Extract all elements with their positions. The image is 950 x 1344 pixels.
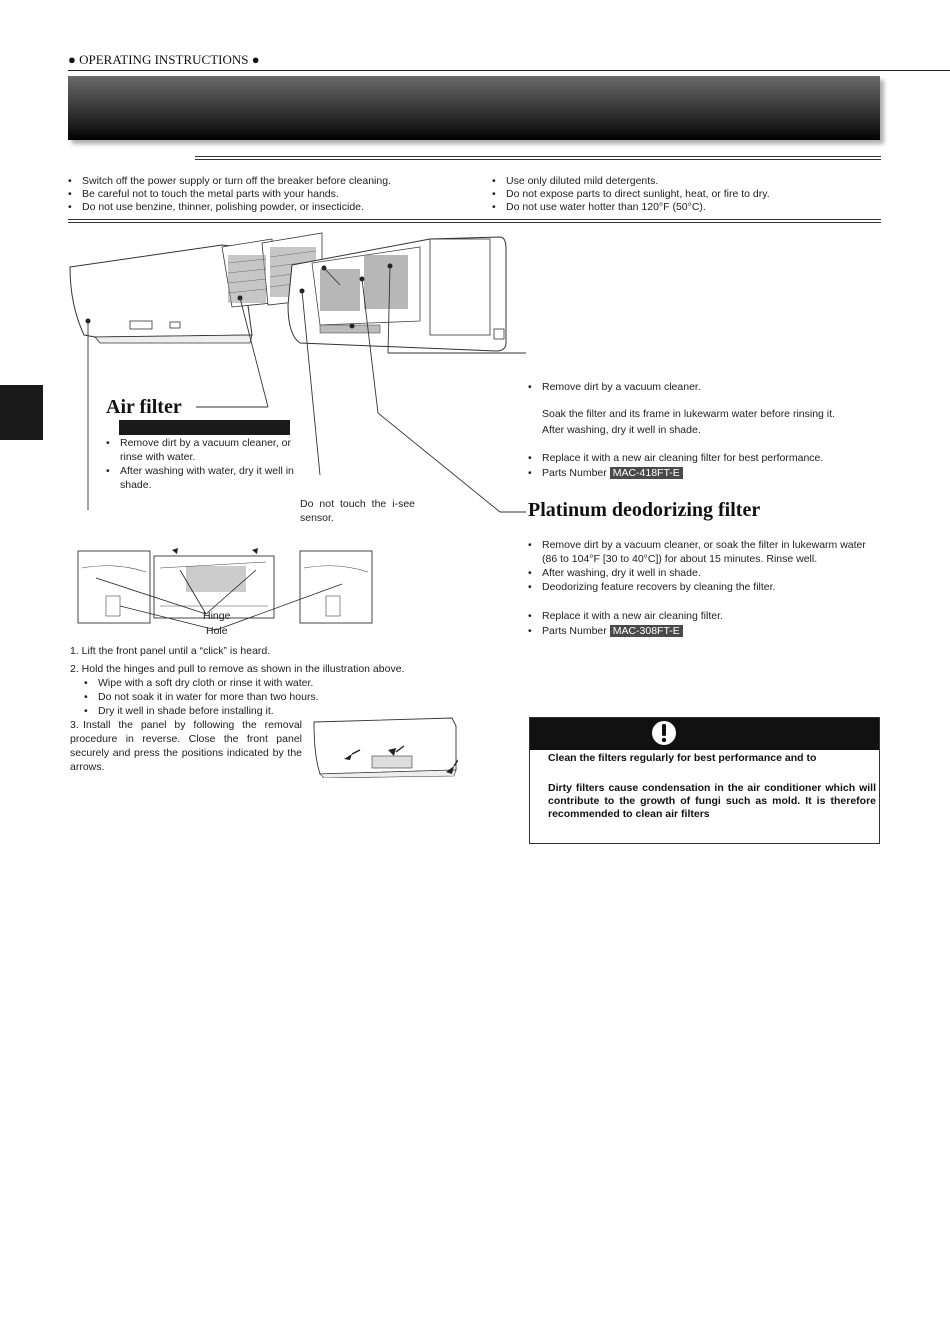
list-item: • Deodorizing feature recovers by cleaning the filter. bbox=[528, 580, 882, 594]
parts-label: Parts Number bbox=[542, 625, 607, 637]
hole-label: Hole bbox=[206, 625, 228, 637]
list-item: • Use only diluted mild detergents. bbox=[492, 175, 882, 188]
platinum-filter-replace-list bbox=[528, 609, 888, 639]
list-item: • After washing with water, dry it well in shade. bbox=[106, 464, 306, 492]
caution-header bbox=[530, 718, 879, 750]
list-item: • After washing, dry it well in shade. bbox=[528, 566, 882, 580]
list-item: • Do not use water hotter than 120°F (50°C). bbox=[492, 201, 882, 214]
list-item bbox=[528, 465, 888, 481]
caution-paragraph-1: Clean the filters regularly for best performance and to bbox=[548, 752, 817, 764]
step-1: 1. Lift the front panel until a “click” is heard. bbox=[70, 645, 271, 657]
step-3-text: Install the panel by following the removal procedure in reverse. Close the front panel securely and press the positions indicated by the arrows. bbox=[70, 719, 302, 773]
precautions-left-list bbox=[68, 175, 488, 214]
list-item: • Do not expose parts to direct sunlight, heat, or fire to dry. bbox=[492, 188, 882, 201]
list-item: • Do not use benzine, thinner, polishing powder, or insecticide. bbox=[68, 201, 488, 214]
precaution-bottom-rule bbox=[68, 219, 881, 220]
list-item bbox=[528, 623, 888, 639]
parts-label: Parts Number bbox=[542, 467, 607, 479]
step-3 bbox=[70, 718, 302, 774]
header-rule bbox=[68, 70, 950, 71]
step-2: 2. Hold the hinges and pull to remove as shown in the illustration above. bbox=[70, 663, 405, 675]
air-filter-title: Air filter bbox=[106, 396, 182, 418]
list-item: • Be careful not to touch the metal parts with your hands. bbox=[68, 188, 488, 201]
precautions-right-list bbox=[492, 175, 882, 214]
precaution-top-rule-2 bbox=[195, 159, 881, 160]
exclamation-icon bbox=[530, 718, 881, 750]
list-item: • Wipe with a soft dry cloth or rinse it with water. bbox=[84, 676, 500, 690]
section-label: ● OPERATING INSTRUCTIONS ● bbox=[68, 52, 260, 67]
parts-number-badge: MAC-418FT-E bbox=[610, 467, 683, 479]
cleaning-filter-list bbox=[528, 380, 888, 394]
precaution-top-rule bbox=[195, 156, 881, 157]
title-band bbox=[68, 76, 880, 140]
cleaning-filter-replace-list bbox=[528, 451, 888, 481]
air-filter-list bbox=[106, 436, 306, 492]
panel-install-illustration bbox=[312, 716, 458, 778]
caution-paragraph-2: Dirty filters cause condensation in the air conditioner which will contribute to the growth of fungi such as mold. It is therefore recommended to clean air filters bbox=[548, 782, 876, 820]
step-2-sub-list bbox=[70, 676, 500, 718]
step-3-number: 3. bbox=[70, 719, 79, 731]
list-item: • Remove dirt by a vacuum cleaner, or rinse with water. bbox=[106, 436, 306, 464]
list-item: • Remove dirt by a vacuum cleaner, or soak the filter in lukewarm water (86 to 104°F [30 to 40°C]) for about 15 minutes. Rinse well. bbox=[528, 538, 882, 566]
list-item: • Dry it well in shade before installing it. bbox=[84, 704, 500, 718]
list-item: • Replace it with a new air cleaning filter for best performance. bbox=[528, 451, 888, 465]
isee-note: Do not touch the i-see sensor. bbox=[300, 498, 415, 524]
air-filter-label-bar bbox=[119, 420, 290, 435]
caution-box bbox=[529, 717, 880, 844]
list-item: • Switch off the power supply or turn off the breaker before cleaning. bbox=[68, 175, 488, 188]
caution-text bbox=[548, 752, 876, 838]
list-item: • Remove dirt by a vacuum cleaner. bbox=[528, 380, 888, 394]
cleaning-filter-dry-text: After washing, dry it well in shade. bbox=[542, 424, 701, 436]
precaution-bottom-rule-2 bbox=[68, 222, 881, 223]
hinge-label: Hinge bbox=[203, 610, 231, 622]
list-item: • Replace it with a new air cleaning filter. bbox=[528, 609, 888, 623]
cleaning-filter-soak-text: Soak the filter and its frame in lukewarm water before rinsing it. bbox=[542, 408, 835, 420]
list-item: • Do not soak it in water for more than two hours. bbox=[84, 690, 500, 704]
platinum-filter-list bbox=[528, 538, 882, 594]
removal-steps bbox=[70, 644, 500, 718]
platinum-filter-title: Platinum deodorizing filter bbox=[528, 499, 761, 521]
parts-number-badge: MAC-308FT-E bbox=[610, 625, 683, 637]
